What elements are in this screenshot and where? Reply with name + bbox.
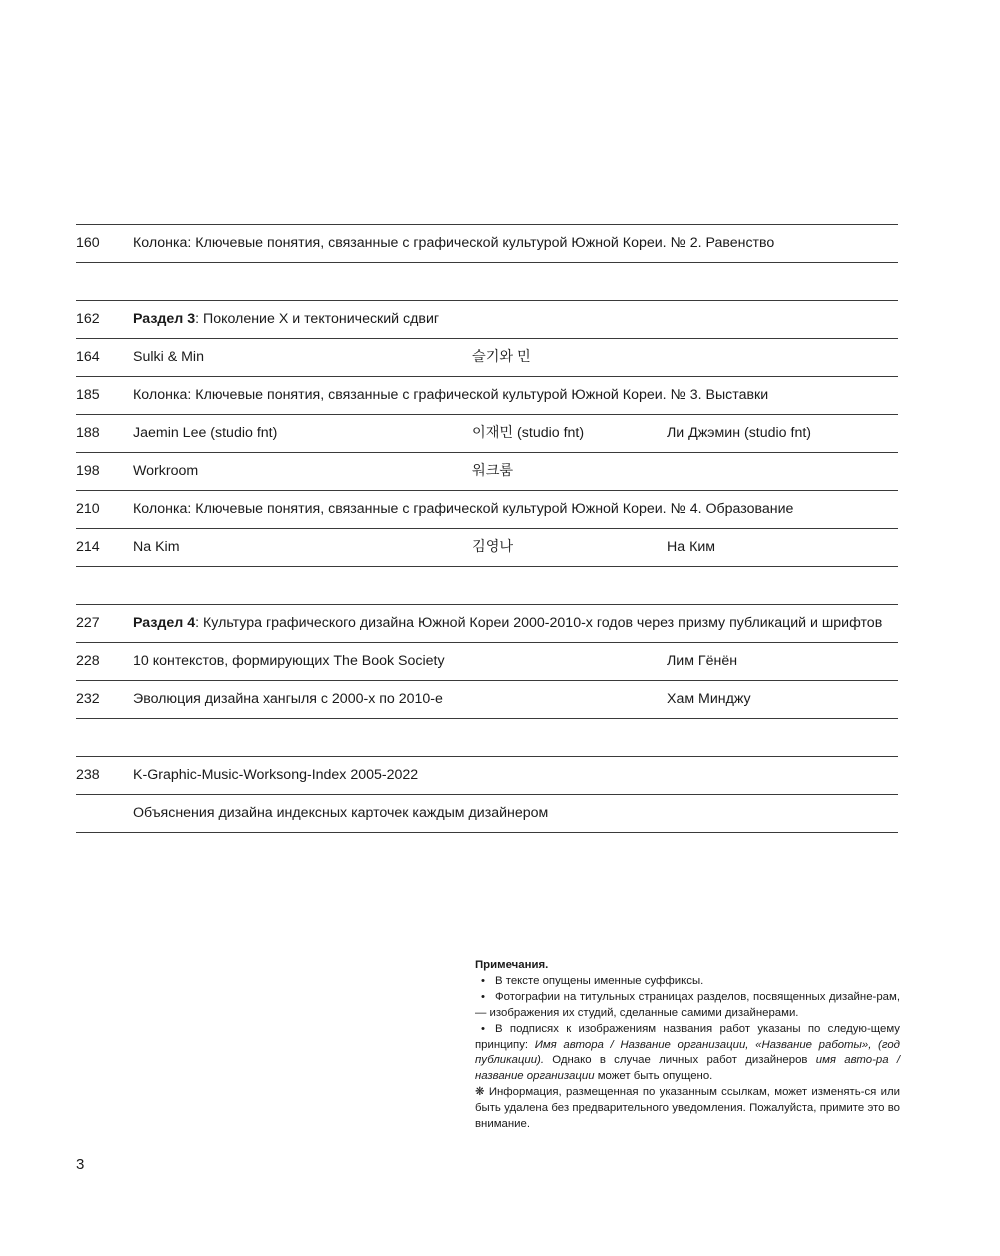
toc-spacer [76,566,898,604]
section-title: : Культура графического дизайна Южной Кореи 2000-2010-х годов через призму публикаций и шрифтов [195,615,883,631]
page-number-cell: 210 [76,501,100,517]
page-number-cell: 227 [76,615,100,631]
table-of-contents [76,224,898,833]
entry-title: Колонка: Ключевые понятия, связанные с графической культурой Южной Кореи. № 4. Образование [133,501,794,517]
entry-title: Sulki & Min [133,349,204,365]
page-number-cell: 198 [76,463,100,479]
note-text-italic: Имя автора / Название организации, «Название работы», (год публикации). [475,1038,900,1067]
entry-title: Колонка: Ключевые понятия, связанные с графической культурой Южной Кореи. № 3. Выставки [133,387,769,403]
entry-title: Na Kim [133,539,180,555]
notes-block [475,958,900,1133]
toc-row [76,528,898,566]
toc-row [76,680,898,718]
entry-title: Эволюция дизайна хангыля с 2000-х по 2010-е [133,691,443,707]
note-item [475,1022,900,1086]
korean-name: 슬기와 민 [472,349,531,365]
toc-row [76,452,898,490]
toc-row [76,224,898,262]
russian-name: На Ким [667,539,716,555]
korean-name: 김영나 [472,539,514,555]
note-item [475,990,900,1022]
page-number-cell: 188 [76,425,100,441]
page-number-cell: 185 [76,387,100,403]
note-item [475,974,900,990]
page-number-cell: 162 [76,311,100,327]
note-text: В подписях к изображениям названия работ указаны по следую-щему принципу: [475,1022,900,1051]
toc-row [76,376,898,414]
korean-name: 워크룸 [472,463,514,479]
entry-title: K-Graphic-Music-Worksong-Index 2005-2022 [133,767,419,783]
bullet-icon: • [481,1022,485,1035]
page-number-cell: 164 [76,349,100,365]
entry-title: Jaemin Lee (studio fnt) [133,425,278,441]
toc-row [76,604,898,642]
toc-spacer [76,718,898,756]
page-number-cell: 214 [76,539,100,555]
page-number-cell: 228 [76,653,100,669]
section-label: Раздел 3 [133,311,196,327]
section-label: Раздел 4 [133,615,196,631]
toc-row [76,300,898,338]
toc-row [76,642,898,680]
author-name: Лим Гёнён [667,653,738,669]
toc-row [76,338,898,376]
toc-row [76,414,898,452]
toc-row [76,490,898,528]
page-number-cell: 238 [76,767,100,783]
entry-title: 10 контекстов, формирующих The Book Society [133,653,445,669]
author-name: Хам Минджу [667,691,751,707]
notes-title: Примечания. [475,959,549,971]
note-text-italic: имя авто-ра / название организации [475,1054,900,1083]
korean-name: 이재민 (studio fnt) [472,425,585,441]
toc-row [76,794,898,833]
section-title: : Поколение X и тектонический сдвиг [195,311,440,327]
russian-name: Ли Джэмин (studio fnt) [667,425,811,441]
toc-row [76,756,898,794]
entry-title: Workroom [133,463,199,479]
page-number-cell: 160 [76,235,100,251]
entry-title [133,301,439,338]
note-text: может быть опущено. [594,1070,713,1083]
page-number-cell: 232 [76,691,100,707]
note-text: В тексте опущены именные суффиксы. [495,974,704,987]
note-text: Однако в случае личных работ дизайнеров [543,1054,816,1067]
entry-title [133,605,882,642]
note-text: Фотографии на титульных страницах разделов, посвященных дизайне-рам, — изображения их студий, сделанные самими дизайнерами. [475,990,900,1019]
entry-title: Колонка: Ключевые понятия, связанные с графической культурой Южной Кореи. № 2. Равенство [133,235,775,251]
page-number: 3 [76,1156,85,1173]
note-text: Информация, размещенная по указанным ссылкам, может изменять-ся или быть удалена без предварительного уведомления. Пожалуйста, примите это во внимание. [475,1086,900,1131]
bullet-icon: • [481,974,485,987]
entry-title: Объяснения дизайна индексных карточек каждым дизайнером [133,805,549,821]
toc-spacer [76,262,898,300]
note-item [475,1085,900,1133]
asterism-icon: ❋ [475,1086,485,1099]
bullet-icon: • [481,990,485,1003]
